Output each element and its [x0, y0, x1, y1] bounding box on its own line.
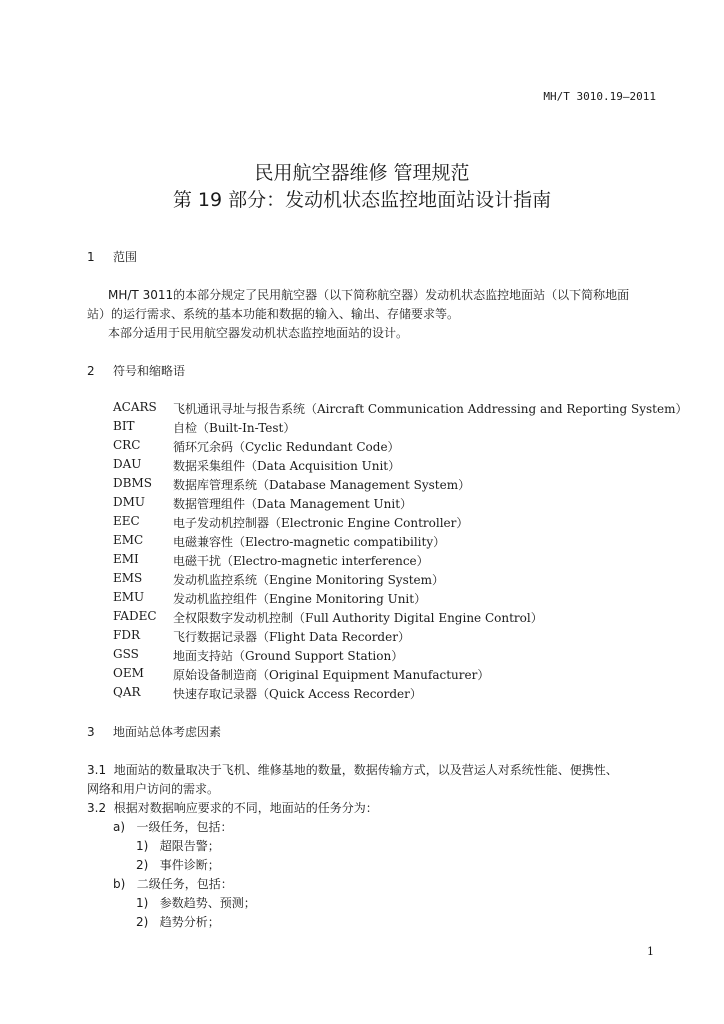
abbreviation-definition: 发动机监控组件（Engine Monitoring Unit）: [173, 592, 427, 606]
list-text: 二级任务，包括：: [136, 877, 233, 891]
section-3-heading: [87, 723, 221, 740]
abbreviation-list: [113, 400, 688, 710]
section-1-paragraph: 本部分适用于民用航空器发动机状态监控地面站的设计。: [108, 326, 409, 340]
abbreviation-definition: 电磁兼容性（Electro-magnetic compatibility）: [173, 535, 446, 549]
document-title: 民用航空器维修 管理规范: [254, 162, 470, 184]
abbreviation-row: [113, 457, 673, 473]
abbreviation: QAR: [113, 685, 141, 699]
abbreviation-row: [113, 533, 673, 549]
abbreviation-definition: 电磁干扰（Electro-magnetic interference）: [173, 554, 429, 568]
section-1-paragraph-line: MH/T 3011的本部分规定了民用航空器（以下简称航空器）发动机状态监控地面站（以下简称地面: [108, 288, 630, 302]
clause-3-1: [87, 761, 618, 780]
abbreviation-definition: 全权限数字发动机控制（Full Authority Digital Engine Control）: [173, 611, 543, 625]
page-number: 1: [647, 945, 654, 958]
section-number: 3: [87, 725, 95, 739]
abbreviation-definition: 飞机通讯寻址与报告系统（Aircraft Communication Addressing and Reporting System）: [173, 402, 688, 416]
abbreviation-definition: 快速存取记录器（Quick Access Recorder）: [173, 687, 422, 701]
abbreviation: ACARS: [113, 400, 157, 414]
abbreviation: EMU: [113, 590, 145, 604]
abbreviation: DMU: [113, 495, 146, 509]
abbreviation-definition: 飞行数据记录器（Flight Data Recorder）: [173, 630, 410, 644]
section-1-paragraph-line: 站）的运行需求、系统的基本功能和数据的输入、输出、存储要求等。: [87, 307, 460, 321]
abbreviation: OEM: [113, 666, 144, 680]
abbreviation-row: [113, 609, 673, 625]
list-text: 事件诊断；: [159, 858, 220, 872]
clause-3-2: [87, 799, 378, 818]
clause-3-1-continued: 网络和用户访问的需求。: [87, 782, 220, 796]
abbreviation-row: [113, 438, 673, 454]
abbreviation: DBMS: [113, 476, 152, 490]
list-text: 超限告警；: [159, 839, 220, 853]
abbreviation: EEC: [113, 514, 140, 528]
list-label: a): [113, 820, 126, 834]
abbreviation: CRC: [113, 438, 141, 452]
abbreviation-definition: 循环冗余码（Cyclic Redundant Code）: [173, 440, 400, 454]
list-item-b-1: [136, 894, 256, 911]
abbreviation: FDR: [113, 628, 140, 642]
section-title: 地面站总体考虑因素: [113, 725, 222, 739]
list-label: 2): [136, 858, 149, 872]
list-text: 趋势分析；: [159, 915, 220, 929]
abbreviation: EMC: [113, 533, 144, 547]
abbreviation-definition: 发动机监控系统（Engine Monitoring System）: [173, 573, 445, 587]
section-1-heading: [87, 248, 137, 265]
document-subtitle: 第 19 部分：发动机状态监控地面站设计指南: [172, 189, 552, 211]
list-label: 1): [136, 896, 149, 910]
abbreviation-definition: 数据采集组件（Data Acquisition Unit）: [173, 459, 401, 473]
abbreviation-row: [113, 514, 673, 530]
section-number: 2: [87, 364, 95, 378]
abbreviation-row: [113, 495, 673, 511]
abbreviation: EMI: [113, 552, 139, 566]
abbreviation: DAU: [113, 457, 142, 471]
list-item-b: [113, 875, 233, 892]
list-item-a: [113, 818, 233, 835]
abbreviation-definition: 电子发动机控制器（Electronic Engine Controller）: [173, 516, 469, 530]
standard-code: MH/T 3010.19—2011: [543, 90, 656, 103]
abbreviation-row: [113, 552, 673, 568]
abbreviation: GSS: [113, 647, 139, 661]
abbreviation: BIT: [113, 419, 135, 433]
abbreviation-row: [113, 666, 673, 682]
clause-number: 3.2: [87, 801, 107, 815]
abbreviation-definition: 地面支持站（Ground Support Station）: [173, 649, 404, 663]
abbreviation-row: [113, 685, 673, 701]
list-item-b-2: [136, 913, 220, 930]
clause-text: 根据对数据响应要求的不同，地面站的任务分为：: [113, 801, 378, 815]
section-number: 1: [87, 250, 95, 264]
abbreviation-row: [113, 400, 688, 416]
abbreviation-definition: 自检（Built-In-Test）: [173, 421, 296, 435]
abbreviation-row: [113, 571, 673, 587]
clause-number: 3.1: [87, 763, 107, 777]
list-item-a-2: [136, 856, 220, 873]
list-item-a-1: [136, 837, 220, 854]
section-title: 符号和缩略语: [113, 364, 186, 378]
abbreviation: EMS: [113, 571, 143, 585]
abbreviation-definition: 数据库管理系统（Database Management System）: [173, 478, 471, 492]
abbreviation-row: [113, 590, 673, 606]
abbreviation-definition: 数据管理组件（Data Management Unit）: [173, 497, 413, 511]
abbreviation-row: [113, 647, 673, 663]
list-text: 参数趋势、预测；: [159, 896, 256, 910]
list-label: 1): [136, 839, 149, 853]
section-2-heading: [87, 362, 185, 379]
list-text: 一级任务，包括：: [136, 820, 233, 834]
abbreviation-row: [113, 628, 673, 644]
list-label: b): [113, 877, 126, 891]
list-label: 2): [136, 915, 149, 929]
abbreviation-row: [113, 476, 673, 492]
clause-text: 地面站的数量取决于飞机、维修基地的数量，数据传输方式，以及营运人对系统性能、便携性、: [113, 763, 618, 777]
section-title: 范围: [113, 250, 138, 264]
abbreviation-definition: 原始设备制造商（Original Equipment Manufacturer）: [173, 668, 490, 682]
abbreviation: FADEC: [113, 609, 157, 623]
abbreviation-row: [113, 419, 673, 435]
